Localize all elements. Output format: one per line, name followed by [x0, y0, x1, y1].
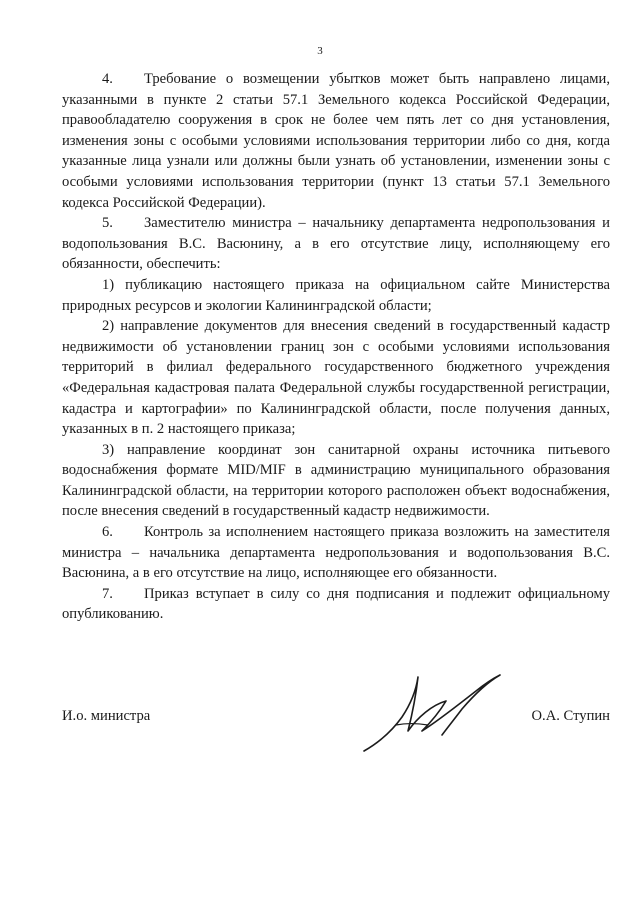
paragraph-marker: 7. [102, 585, 113, 602]
paragraph-marker: 6. [102, 524, 113, 541]
paragraph-text: 2) направление документов для внесения сведений в государственный кадастр недвижимости об установлении границ зон с особыми условиями использования территорий в филиал федерального государственного бюджетного учреждения «Федеральная кадастровая палата Федеральной службы государственной регистрации, кадастра и картографии» по Калининградской области, после получения данных, указанных в п. 2 настоящего приказа; [62, 318, 610, 438]
document-body [62, 69, 610, 625]
signer-name: О.А. Ступин [531, 708, 610, 724]
subitem-1 [62, 275, 610, 316]
paragraph-text: Приказ вступает в силу со дня подписания и подлежит официальному опубликованию. [62, 585, 610, 623]
paragraph-text: Контроль за исполнением настоящего приказа возложить на заместителя министра – начальника департамента недропользования и водопользования В.С. Васюнина, а в его отсутствие на лицо, исполняющее его обязанности. [62, 524, 610, 582]
subitem-2 [62, 316, 610, 440]
paragraph-5 [62, 213, 610, 275]
paragraph-text: Требование о возмещении убытков может быть направлено лицами, указанными в пункте 2 статьи 57.1 Земельного кодекса Российской Федерации, правообладателю сооружения в срок не более чем пять лет со дня установления, изменения зоны с особыми условиями использования территории либо со дня, когда указанные лица узнали или должны были узнать об установлении, изменении зоны с особыми условиями использования территории (пункт 13 статьи 57.1 Земельного кодекса Российской Федерации). [62, 71, 610, 211]
signature-block [62, 706, 610, 730]
handwritten-signature [358, 665, 508, 761]
paragraph-6 [62, 522, 610, 584]
paragraph-text: 3) направление координат зон санитарной охраны источника питьевого водоснабжения формате MID/MIF в администрацию муниципального образования Калининградской области, на территории которого расположен объект водоснабжения, после внесения сведений в государственный кадастр недвижимости. [62, 441, 610, 520]
paragraph-7 [62, 584, 610, 625]
subitem-3 [62, 440, 610, 522]
signer-title: И.о. министра [62, 708, 151, 724]
paragraph-marker: 5. [102, 215, 113, 232]
paragraph-4 [62, 69, 610, 213]
paragraph-text: 1) публикацию настоящего приказа на официальном сайте Министерства природных ресурсов и экологии Калининградской области; [62, 276, 610, 314]
paragraph-text: Заместителю министра – начальнику департамента недропользования и водопользования В.С. Васюнину, а в его отсутствие лицу, исполняющему его обязанности, обеспечить: [62, 215, 610, 273]
paragraph-marker: 4. [102, 71, 113, 87]
page-number: 3 [317, 45, 323, 57]
